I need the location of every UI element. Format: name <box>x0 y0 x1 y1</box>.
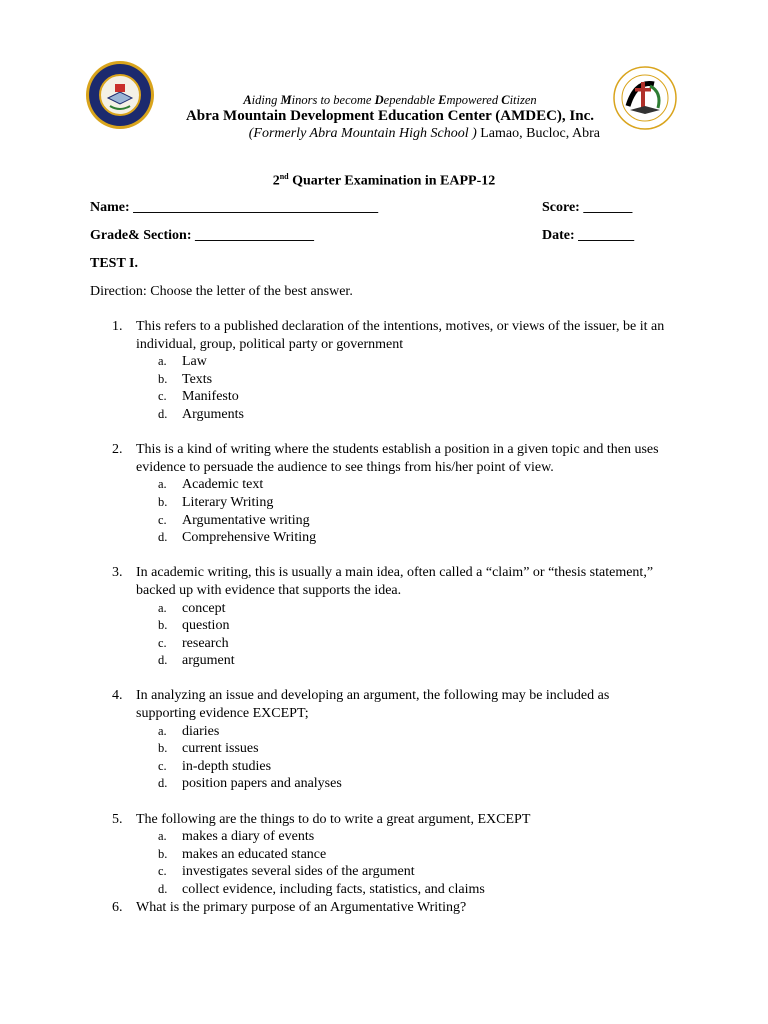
answer-choice[interactable] <box>136 617 672 635</box>
answer-choice[interactable] <box>136 494 672 512</box>
answer-choice[interactable] <box>136 881 672 899</box>
choice-letter: a. <box>158 477 167 492</box>
question-text: This is a kind of writing where the students establish a position in a given topic and then uses evidence to persuade the audience to see things from his/her point of view. <box>136 442 659 475</box>
question-number: 5. <box>112 811 123 827</box>
question-item <box>112 564 672 670</box>
motto-word: ependable <box>383 93 439 107</box>
answer-choice[interactable] <box>136 406 672 424</box>
choice-letter: d. <box>158 653 168 668</box>
choice-text: diaries <box>182 723 220 739</box>
question-text: The following are the things to do to write a great argument, EXCEPT <box>136 811 531 827</box>
choice-text: Comprehensive Writing <box>182 530 317 546</box>
answer-choices <box>136 600 672 670</box>
motto-word: itizen <box>509 93 537 107</box>
choice-letter: d. <box>158 882 168 896</box>
former-name: (Formerly Abra Mountain High School ) <box>248 126 477 141</box>
choice-letter: c. <box>158 758 167 773</box>
choice-letter: b. <box>158 618 168 633</box>
choice-text: collect evidence, including facts, statistics, and claims <box>182 882 485 897</box>
choice-text: question <box>182 618 230 634</box>
choice-letter: d. <box>158 406 168 421</box>
question-number: 6. <box>112 899 123 915</box>
motto-word: mpowered <box>446 93 502 107</box>
choice-text: Manifesto <box>182 389 239 405</box>
choice-letter: a. <box>158 354 167 369</box>
motto-initial: D <box>374 93 384 107</box>
choice-text: current issues <box>182 741 259 757</box>
choice-text: Literary Writing <box>182 494 274 510</box>
question-item <box>112 811 672 899</box>
motto-initial: A <box>243 93 252 107</box>
answer-choice[interactable] <box>136 652 672 670</box>
question-list <box>112 318 672 916</box>
answer-choice[interactable] <box>136 600 672 618</box>
choice-letter: b. <box>158 371 168 386</box>
question-item <box>112 441 672 547</box>
score-field[interactable]: Score: _______ <box>542 200 633 215</box>
answer-choice[interactable] <box>136 353 672 371</box>
school-name: Abra Mountain Development Education Center (AMDEC), Inc. <box>185 108 595 124</box>
answer-choice[interactable] <box>136 723 672 741</box>
question-text: What is the primary purpose of an Argumentative Writing? <box>136 899 467 915</box>
answer-choice[interactable] <box>136 846 672 864</box>
question-number: 3. <box>112 565 123 581</box>
question-text: This refers to a published declaration of the intentions, motives, or views of the issuer, be it an individual, group, political party or government <box>136 319 665 352</box>
church-logo-icon <box>610 66 680 130</box>
choice-text: makes a diary of events <box>182 829 315 845</box>
question-number: 1. <box>112 319 123 334</box>
answer-choice[interactable] <box>136 635 672 653</box>
answer-choice[interactable] <box>136 740 672 758</box>
school-former-name-location <box>200 126 600 142</box>
motto-word: inors to become <box>291 93 375 107</box>
answer-choice[interactable] <box>136 476 672 494</box>
answer-choice[interactable] <box>136 863 672 881</box>
school-motto <box>160 93 620 108</box>
question-item <box>112 318 672 424</box>
answer-choices <box>136 723 672 793</box>
question-number: 2. <box>112 442 123 458</box>
choice-text: makes an educated stance <box>182 846 327 862</box>
choice-text: concept <box>182 600 226 616</box>
answer-choice[interactable] <box>136 371 672 389</box>
choice-letter: a. <box>158 723 167 738</box>
answer-choice[interactable] <box>136 388 672 406</box>
grade-section-field[interactable]: Grade& Section: _________________ <box>90 228 314 243</box>
motto-initial: C <box>501 93 510 107</box>
choice-text: Texts <box>182 371 213 387</box>
answer-choices <box>136 476 672 546</box>
answer-choice[interactable] <box>136 758 672 776</box>
answer-choice[interactable] <box>136 529 672 547</box>
answer-choices <box>136 353 672 423</box>
choice-letter: b. <box>158 741 168 756</box>
question-text: In analyzing an issue and developing an argument, the following may be included as supporting evidence EXCEPT; <box>136 688 610 722</box>
question-item <box>112 687 672 793</box>
test-direction: Direction: Choose the letter of the best answer. <box>90 284 353 299</box>
choice-letter: b. <box>158 846 168 861</box>
choice-letter: b. <box>158 494 168 509</box>
choice-text: Argumentative writing <box>182 512 310 528</box>
school-seal-icon <box>82 60 158 130</box>
motto-word: iding <box>251 93 281 107</box>
date-field[interactable]: Date: ________ <box>542 228 635 243</box>
question-number: 4. <box>112 688 123 704</box>
exam-title: 2nd Quarter Examination in EAPP-12 <box>272 172 496 189</box>
choice-text: argument <box>182 653 235 669</box>
choice-text: position papers and analyses <box>182 776 342 792</box>
choice-letter: d. <box>158 776 168 791</box>
school-location: Lamao, Bucloc, Abra <box>476 126 600 141</box>
choice-letter: a. <box>158 600 167 615</box>
question-text: In academic writing, this is usually a main idea, often called a “claim” or “thesis statement,” backed up with evidence that supports the idea. <box>136 565 654 598</box>
test-heading: TEST I. <box>90 256 138 271</box>
motto-initial: E <box>438 93 447 107</box>
name-field[interactable]: Name: ___________________________________ <box>90 200 379 215</box>
choice-letter: c. <box>158 635 167 650</box>
answer-choice[interactable] <box>136 512 672 530</box>
choice-text: investigates several sides of the argument <box>182 864 415 880</box>
answer-choice[interactable] <box>136 828 672 846</box>
choice-letter: d. <box>158 530 168 545</box>
motto-initial: M <box>280 93 292 107</box>
choice-letter: a. <box>158 829 167 844</box>
question-item <box>112 899 672 917</box>
choice-letter: c. <box>158 864 167 879</box>
choice-text: Law <box>182 354 207 370</box>
choice-text: Arguments <box>182 406 244 422</box>
choice-text: in-depth studies <box>182 758 272 774</box>
answer-choice[interactable] <box>136 775 672 793</box>
choice-letter: c. <box>158 512 167 527</box>
choice-letter: c. <box>158 389 167 404</box>
choice-text: research <box>182 635 229 651</box>
answer-choices <box>136 828 672 898</box>
choice-text: Academic text <box>182 477 264 493</box>
